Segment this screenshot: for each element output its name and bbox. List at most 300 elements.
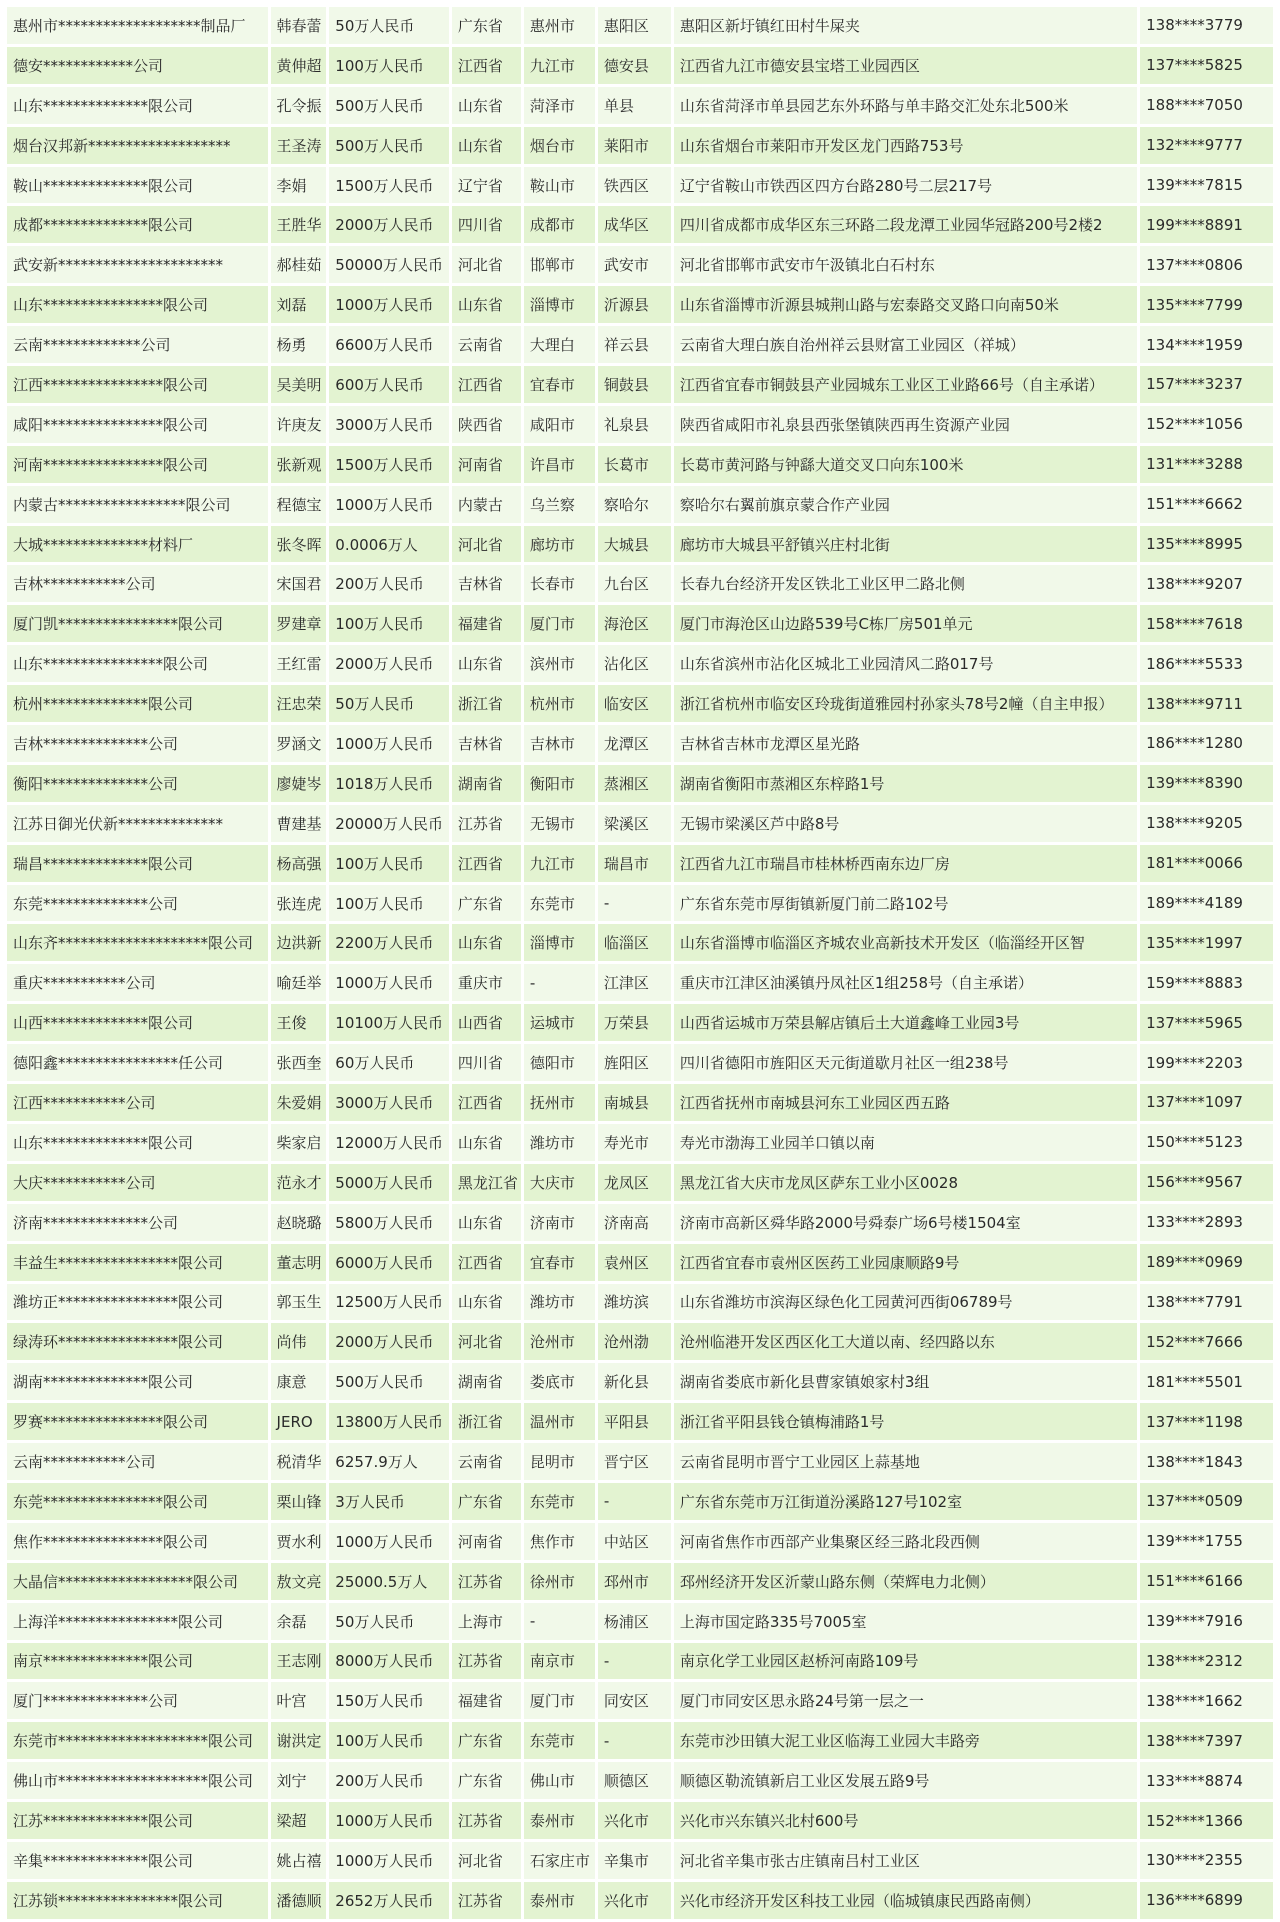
district-cell: 祥云县 [598, 326, 671, 363]
table-row [7, 1004, 1273, 1041]
province-cell: 河北省 [452, 246, 521, 283]
address-cell: 河北省辛集市张古庄镇南吕村工业区 [674, 1842, 1137, 1879]
phone-cell: 189****0969 [1140, 1244, 1273, 1281]
phone-cell: 133****8874 [1140, 1762, 1273, 1799]
company-name-cell: 大晶信******************限公司 [7, 1563, 268, 1600]
district-cell: - [598, 885, 671, 922]
company-table [4, 4, 1276, 1922]
registered-capital-cell: 6000万人民币 [329, 1244, 449, 1281]
legal-person-cell: 张西奎 [271, 1044, 327, 1081]
city-cell: 烟台市 [524, 127, 595, 164]
city-cell: 淄博市 [524, 924, 595, 961]
legal-person-cell: 姚占禧 [271, 1842, 327, 1879]
phone-cell: 137****5825 [1140, 47, 1273, 84]
province-cell: 广东省 [452, 885, 521, 922]
table-row [7, 1483, 1273, 1520]
registered-capital-cell: 1000万人民币 [329, 1523, 449, 1560]
company-name-cell: 罗赛****************限公司 [7, 1403, 268, 1440]
district-cell: 蒸湘区 [598, 765, 671, 802]
legal-person-cell: 郭玉生 [271, 1284, 327, 1321]
registered-capital-cell: 1500万人民币 [329, 167, 449, 204]
registered-capital-cell: 100万人民币 [329, 1722, 449, 1759]
province-cell: 江西省 [452, 47, 521, 84]
city-cell: 东莞市 [524, 885, 595, 922]
province-cell: 河北省 [452, 1842, 521, 1879]
phone-cell: 137****5965 [1140, 1004, 1273, 1041]
address-cell: 江西省宜春市袁州区医药工业园康顺路9号 [674, 1244, 1137, 1281]
company-name-cell: 衡阳**************公司 [7, 765, 268, 802]
city-cell: 邯郸市 [524, 246, 595, 283]
legal-person-cell: 宋国君 [271, 565, 327, 602]
district-cell: 铁西区 [598, 167, 671, 204]
registered-capital-cell: 100万人民币 [329, 47, 449, 84]
district-cell: 临淄区 [598, 924, 671, 961]
city-cell: 廊坊市 [524, 526, 595, 563]
company-name-cell: 成都**************限公司 [7, 206, 268, 243]
company-name-cell: 湖南**************限公司 [7, 1363, 268, 1400]
province-cell: 辽宁省 [452, 167, 521, 204]
registered-capital-cell: 600万人民币 [329, 366, 449, 403]
city-cell: 惠州市 [524, 7, 595, 44]
district-cell: 铜鼓县 [598, 366, 671, 403]
legal-person-cell: 王圣涛 [271, 127, 327, 164]
registered-capital-cell: 200万人民币 [329, 565, 449, 602]
company-name-cell: 山东齐********************限公司 [7, 924, 268, 961]
province-cell: 黑龙江省 [452, 1164, 521, 1201]
province-cell: 山西省 [452, 1004, 521, 1041]
district-cell: 潍坊滨 [598, 1284, 671, 1321]
province-cell: 浙江省 [452, 1403, 521, 1440]
city-cell: 潍坊市 [524, 1124, 595, 1161]
registered-capital-cell: 1000万人民币 [329, 286, 449, 323]
company-name-cell: 山西**************限公司 [7, 1004, 268, 1041]
table-row [7, 1363, 1273, 1400]
address-cell: 山东省潍坊市滨海区绿色化工园黄河西街06789号 [674, 1284, 1137, 1321]
legal-person-cell: 余磊 [271, 1603, 327, 1640]
table-row [7, 366, 1273, 403]
registered-capital-cell: 1000万人民币 [329, 1842, 449, 1879]
city-cell: 许昌市 [524, 446, 595, 483]
legal-person-cell: 喻廷举 [271, 964, 327, 1001]
legal-person-cell: 刘宁 [271, 1762, 327, 1799]
company-name-cell: 河南****************限公司 [7, 446, 268, 483]
address-cell: 无锡市梁溪区芦中路8号 [674, 805, 1137, 842]
table-row [7, 1842, 1273, 1879]
city-cell: 吉林市 [524, 725, 595, 762]
table-row [7, 725, 1273, 762]
table-row [7, 565, 1273, 602]
registered-capital-cell: 20000万人民币 [329, 805, 449, 842]
phone-cell: 135****7799 [1140, 286, 1273, 323]
city-cell: 南京市 [524, 1643, 595, 1680]
legal-person-cell: 孔令振 [271, 87, 327, 124]
phone-cell: 151****6166 [1140, 1563, 1273, 1600]
province-cell: 广东省 [452, 1722, 521, 1759]
company-name-cell: 上海洋****************限公司 [7, 1603, 268, 1640]
phone-cell: 139****8390 [1140, 765, 1273, 802]
address-cell: 重庆市江津区油溪镇丹凤社区1组258号（自主承诺） [674, 964, 1137, 1001]
district-cell: 中站区 [598, 1523, 671, 1560]
company-name-cell: 辛集**************限公司 [7, 1842, 268, 1879]
address-cell: 广东省东莞市厚街镇新厦门前二路102号 [674, 885, 1137, 922]
registered-capital-cell: 60万人民币 [329, 1044, 449, 1081]
province-cell: 江西省 [452, 1084, 521, 1121]
province-cell: 四川省 [452, 206, 521, 243]
legal-person-cell: 李娟 [271, 167, 327, 204]
city-cell: 无锡市 [524, 805, 595, 842]
company-name-cell: 鞍山**************限公司 [7, 167, 268, 204]
address-cell: 厦门市海沧区山边路539号C栋厂房501单元 [674, 605, 1137, 642]
province-cell: 陕西省 [452, 406, 521, 443]
table-row [7, 1084, 1273, 1121]
table-row [7, 1563, 1273, 1600]
district-cell: 临安区 [598, 685, 671, 722]
city-cell: - [524, 1603, 595, 1640]
province-cell: 广东省 [452, 7, 521, 44]
registered-capital-cell: 500万人民币 [329, 1363, 449, 1400]
address-cell: 山西省运城市万荣县解店镇后土大道鑫峰工业园3号 [674, 1004, 1137, 1041]
legal-person-cell: 尚伟 [271, 1323, 327, 1360]
phone-cell: 199****2203 [1140, 1044, 1273, 1081]
address-cell: 河南省焦作市西部产业集聚区经三路北段西侧 [674, 1523, 1137, 1560]
province-cell: 江苏省 [452, 1563, 521, 1600]
address-cell: 云南省大理白族自治州祥云县财富工业园区（祥城） [674, 326, 1137, 363]
registered-capital-cell: 2000万人民币 [329, 206, 449, 243]
legal-person-cell: 赵晓璐 [271, 1204, 327, 1241]
legal-person-cell: 税清华 [271, 1443, 327, 1480]
province-cell: 吉林省 [452, 725, 521, 762]
table-row [7, 1124, 1273, 1161]
address-cell: 兴化市经济开发区科技工业园（临城镇康民西路南侧） [674, 1882, 1137, 1919]
table-row [7, 127, 1273, 164]
legal-person-cell: 边洪新 [271, 924, 327, 961]
company-name-cell: 济南**************公司 [7, 1204, 268, 1241]
table-row [7, 1682, 1273, 1719]
address-cell: 江西省九江市瑞昌市桂林桥西南东边厂房 [674, 845, 1137, 882]
registered-capital-cell: 50万人民币 [329, 7, 449, 44]
registered-capital-cell: 50万人民币 [329, 1603, 449, 1640]
address-cell: 四川省德阳市旌阳区天元街道歇月社区一组238号 [674, 1044, 1137, 1081]
company-name-cell: 东莞市********************限公司 [7, 1722, 268, 1759]
table-row [7, 446, 1273, 483]
address-cell: 沧州临港开发区西区化工大道以南、经四路以东 [674, 1323, 1137, 1360]
company-name-cell: 潍坊正****************限公司 [7, 1284, 268, 1321]
province-cell: 江西省 [452, 366, 521, 403]
registered-capital-cell: 3000万人民币 [329, 406, 449, 443]
phone-cell: 131****3288 [1140, 446, 1273, 483]
phone-cell: 152****7666 [1140, 1323, 1273, 1360]
province-cell: 山东省 [452, 924, 521, 961]
company-name-cell: 南京**************限公司 [7, 1643, 268, 1680]
address-cell: 长葛市黄河路与钟繇大道交叉口向东100米 [674, 446, 1137, 483]
company-name-cell: 绿涛环****************限公司 [7, 1323, 268, 1360]
legal-person-cell: 王胜华 [271, 206, 327, 243]
company-name-cell: 杭州**************限公司 [7, 685, 268, 722]
district-cell: 九台区 [598, 565, 671, 602]
address-cell: 东莞市沙田镇大泥工业区临海工业园大丰路旁 [674, 1722, 1137, 1759]
address-cell: 长春九台经济开发区铁北工业区甲二路北侧 [674, 565, 1137, 602]
address-cell: 惠阳区新圩镇红田村牛屎夹 [674, 7, 1137, 44]
table-row [7, 605, 1273, 642]
phone-cell: 199****8891 [1140, 206, 1273, 243]
phone-cell: 138****9711 [1140, 685, 1273, 722]
address-cell: 厦门市同安区思永路24号第一层之一 [674, 1682, 1137, 1719]
legal-person-cell: 张冬晖 [271, 526, 327, 563]
legal-person-cell: 罗建章 [271, 605, 327, 642]
table-row [7, 1204, 1273, 1241]
company-name-cell: 厦门凯****************限公司 [7, 605, 268, 642]
table-row [7, 685, 1273, 722]
legal-person-cell: 杨高强 [271, 845, 327, 882]
city-cell: 昆明市 [524, 1443, 595, 1480]
district-cell: 兴化市 [598, 1802, 671, 1839]
address-cell: 济南市高新区舜华路2000号舜泰广场6号楼1504室 [674, 1204, 1137, 1241]
province-cell: 山东省 [452, 286, 521, 323]
phone-cell: 186****1280 [1140, 725, 1273, 762]
district-cell: 莱阳市 [598, 127, 671, 164]
district-cell: - [598, 1722, 671, 1759]
table-row [7, 1762, 1273, 1799]
legal-person-cell: 潘德顺 [271, 1882, 327, 1919]
district-cell: 南城县 [598, 1084, 671, 1121]
company-name-cell: 东莞**************公司 [7, 885, 268, 922]
phone-cell: 158****7618 [1140, 605, 1273, 642]
city-cell: 宜春市 [524, 366, 595, 403]
company-name-cell: 大庆***********公司 [7, 1164, 268, 1201]
table-row [7, 924, 1273, 961]
address-cell: 江西省九江市德安县宝塔工业园西区 [674, 47, 1137, 84]
phone-cell: 132****9777 [1140, 127, 1273, 164]
province-cell: 云南省 [452, 1443, 521, 1480]
district-cell: 龙潭区 [598, 725, 671, 762]
registered-capital-cell: 500万人民币 [329, 87, 449, 124]
registered-capital-cell: 25000.5万人 [329, 1563, 449, 1600]
legal-person-cell: 朱爱娟 [271, 1084, 327, 1121]
address-cell: 察哈尔右翼前旗京蒙合作产业园 [674, 486, 1137, 523]
company-name-cell: 云南***********公司 [7, 1443, 268, 1480]
legal-person-cell: 吴美明 [271, 366, 327, 403]
table-row [7, 1603, 1273, 1640]
city-cell: 宜春市 [524, 1244, 595, 1281]
city-cell: 大庆市 [524, 1164, 595, 1201]
table-row [7, 765, 1273, 802]
phone-cell: 152****1056 [1140, 406, 1273, 443]
city-cell: 鞍山市 [524, 167, 595, 204]
city-cell: 九江市 [524, 47, 595, 84]
city-cell: 泰州市 [524, 1802, 595, 1839]
company-name-cell: 厦门**************公司 [7, 1682, 268, 1719]
city-cell: 德阳市 [524, 1044, 595, 1081]
registered-capital-cell: 5000万人民币 [329, 1164, 449, 1201]
address-cell: 浙江省杭州市临安区玲珑街道雅园村孙家头78号2幢（自主申报） [674, 685, 1137, 722]
province-cell: 云南省 [452, 326, 521, 363]
registered-capital-cell: 8000万人民币 [329, 1643, 449, 1680]
phone-cell: 139****7916 [1140, 1603, 1273, 1640]
registered-capital-cell: 150万人民币 [329, 1682, 449, 1719]
address-cell: 湖南省娄底市新化县曹家镇娘家村3组 [674, 1363, 1137, 1400]
province-cell: 江苏省 [452, 1643, 521, 1680]
table-row [7, 845, 1273, 882]
company-name-cell: 江西****************限公司 [7, 366, 268, 403]
city-cell: 淄博市 [524, 286, 595, 323]
province-cell: 福建省 [452, 1682, 521, 1719]
province-cell: 江西省 [452, 845, 521, 882]
city-cell: 菏泽市 [524, 87, 595, 124]
phone-cell: 137****0806 [1140, 246, 1273, 283]
phone-cell: 138****7791 [1140, 1284, 1273, 1321]
phone-cell: 156****9567 [1140, 1164, 1273, 1201]
registered-capital-cell: 2652万人民币 [329, 1882, 449, 1919]
table-row [7, 326, 1273, 363]
district-cell: 沾化区 [598, 645, 671, 682]
registered-capital-cell: 3万人民币 [329, 1483, 449, 1520]
phone-cell: 188****7050 [1140, 87, 1273, 124]
province-cell: 山东省 [452, 87, 521, 124]
registered-capital-cell: 6257.9万人 [329, 1443, 449, 1480]
company-name-cell: 德阳鑫****************任公司 [7, 1044, 268, 1081]
phone-cell: 138****1843 [1140, 1443, 1273, 1480]
company-name-cell: 瑞昌**************限公司 [7, 845, 268, 882]
district-cell: 海沧区 [598, 605, 671, 642]
phone-cell: 137****0509 [1140, 1483, 1273, 1520]
province-cell: 湖南省 [452, 765, 521, 802]
table-row [7, 1284, 1273, 1321]
province-cell: 山东省 [452, 1124, 521, 1161]
table-row [7, 1882, 1273, 1919]
registered-capital-cell: 100万人民币 [329, 885, 449, 922]
district-cell: 大城县 [598, 526, 671, 563]
phone-cell: 134****1959 [1140, 326, 1273, 363]
province-cell: 山东省 [452, 645, 521, 682]
province-cell: 江苏省 [452, 805, 521, 842]
district-cell: 晋宁区 [598, 1443, 671, 1480]
registered-capital-cell: 1000万人民币 [329, 964, 449, 1001]
district-cell: 梁溪区 [598, 805, 671, 842]
district-cell: 惠阳区 [598, 7, 671, 44]
district-cell: 成华区 [598, 206, 671, 243]
legal-person-cell: 刘磊 [271, 286, 327, 323]
city-cell: 济南市 [524, 1204, 595, 1241]
address-cell: 吉林省吉林市龙潭区星光路 [674, 725, 1137, 762]
district-cell: 邳州市 [598, 1563, 671, 1600]
province-cell: 江西省 [452, 1244, 521, 1281]
address-cell: 江西省抚州市南城县河东工业园区西五路 [674, 1084, 1137, 1121]
table-body [7, 7, 1273, 1919]
registered-capital-cell: 500万人民币 [329, 127, 449, 164]
address-cell: 邳州经济开发区沂蒙山路东侧（荣辉电力北侧） [674, 1563, 1137, 1600]
legal-person-cell: 叶宫 [271, 1682, 327, 1719]
registered-capital-cell: 50000万人民币 [329, 246, 449, 283]
phone-cell: 152****1366 [1140, 1802, 1273, 1839]
company-name-cell: 德安************公司 [7, 47, 268, 84]
legal-person-cell: 董志明 [271, 1244, 327, 1281]
district-cell: 德安县 [598, 47, 671, 84]
district-cell: 万荣县 [598, 1004, 671, 1041]
address-cell: 南京化学工业园区赵桥河南路109号 [674, 1643, 1137, 1680]
table-row [7, 1164, 1273, 1201]
address-cell: 廊坊市大城县平舒镇兴庄村北街 [674, 526, 1137, 563]
province-cell: 内蒙古 [452, 486, 521, 523]
company-name-cell: 丰益生****************限公司 [7, 1244, 268, 1281]
province-cell: 吉林省 [452, 565, 521, 602]
city-cell: 徐州市 [524, 1563, 595, 1600]
address-cell: 山东省淄博市沂源县城荆山路与宏泰路交叉路口向南50米 [674, 286, 1137, 323]
registered-capital-cell: 2000万人民币 [329, 1323, 449, 1360]
phone-cell: 189****4189 [1140, 885, 1273, 922]
address-cell: 山东省滨州市沾化区城北工业园清风二路017号 [674, 645, 1137, 682]
company-name-cell: 江苏**************限公司 [7, 1802, 268, 1839]
company-name-cell: 烟台汉邦新******************* [7, 127, 268, 164]
phone-cell: 159****8883 [1140, 964, 1273, 1001]
company-name-cell: 山东****************限公司 [7, 645, 268, 682]
district-cell: - [598, 1643, 671, 1680]
table-row [7, 47, 1273, 84]
district-cell: 沂源县 [598, 286, 671, 323]
address-cell: 广东省东莞市万江街道汾溪路127号102室 [674, 1483, 1137, 1520]
phone-cell: 136****6899 [1140, 1882, 1273, 1919]
city-cell: 咸阳市 [524, 406, 595, 443]
table-row [7, 885, 1273, 922]
address-cell: 辽宁省鞍山市铁西区四方台路280号二层217号 [674, 167, 1137, 204]
phone-cell: 138****7397 [1140, 1722, 1273, 1759]
phone-cell: 138****9205 [1140, 805, 1273, 842]
legal-person-cell: 梁超 [271, 1802, 327, 1839]
district-cell: 济南高 [598, 1204, 671, 1241]
district-cell: 龙凤区 [598, 1164, 671, 1201]
company-name-cell: 惠州市*******************制品厂 [7, 7, 268, 44]
registered-capital-cell: 1000万人民币 [329, 486, 449, 523]
company-name-cell: 山东**************限公司 [7, 87, 268, 124]
district-cell: 礼泉县 [598, 406, 671, 443]
district-cell: 沧州渤 [598, 1323, 671, 1360]
address-cell: 浙江省平阳县钱仓镇梅浦路1号 [674, 1403, 1137, 1440]
phone-cell: 138****9207 [1140, 565, 1273, 602]
company-name-cell: 咸阳****************限公司 [7, 406, 268, 443]
district-cell: 兴化市 [598, 1882, 671, 1919]
legal-person-cell: 敖文亮 [271, 1563, 327, 1600]
company-name-cell: 内蒙古*****************限公司 [7, 486, 268, 523]
legal-person-cell: 黄伸超 [271, 47, 327, 84]
table-row [7, 1044, 1273, 1081]
district-cell: 旌阳区 [598, 1044, 671, 1081]
phone-cell: 181****0066 [1140, 845, 1273, 882]
city-cell: - [524, 964, 595, 1001]
city-cell: 温州市 [524, 1403, 595, 1440]
province-cell: 山东省 [452, 1284, 521, 1321]
district-cell: 顺德区 [598, 1762, 671, 1799]
table-row [7, 1323, 1273, 1360]
district-cell: 单县 [598, 87, 671, 124]
phone-cell: 151****6662 [1140, 486, 1273, 523]
city-cell: 抚州市 [524, 1084, 595, 1121]
phone-cell: 186****5533 [1140, 645, 1273, 682]
registered-capital-cell: 100万人民币 [329, 605, 449, 642]
province-cell: 上海市 [452, 1603, 521, 1640]
district-cell: 长葛市 [598, 446, 671, 483]
company-name-cell: 重庆***********公司 [7, 964, 268, 1001]
legal-person-cell: 廖婕岑 [271, 765, 327, 802]
phone-cell: 139****1755 [1140, 1523, 1273, 1560]
phone-cell: 139****7815 [1140, 167, 1273, 204]
province-cell: 浙江省 [452, 685, 521, 722]
city-cell: 沧州市 [524, 1323, 595, 1360]
phone-cell: 130****2355 [1140, 1842, 1273, 1879]
phone-cell: 181****5501 [1140, 1363, 1273, 1400]
address-cell: 山东省菏泽市单县园艺东外环路与单丰路交汇处东北500米 [674, 87, 1137, 124]
legal-person-cell: 杨勇 [271, 326, 327, 363]
phone-cell: 137****1097 [1140, 1084, 1273, 1121]
legal-person-cell: 郝桂茹 [271, 246, 327, 283]
